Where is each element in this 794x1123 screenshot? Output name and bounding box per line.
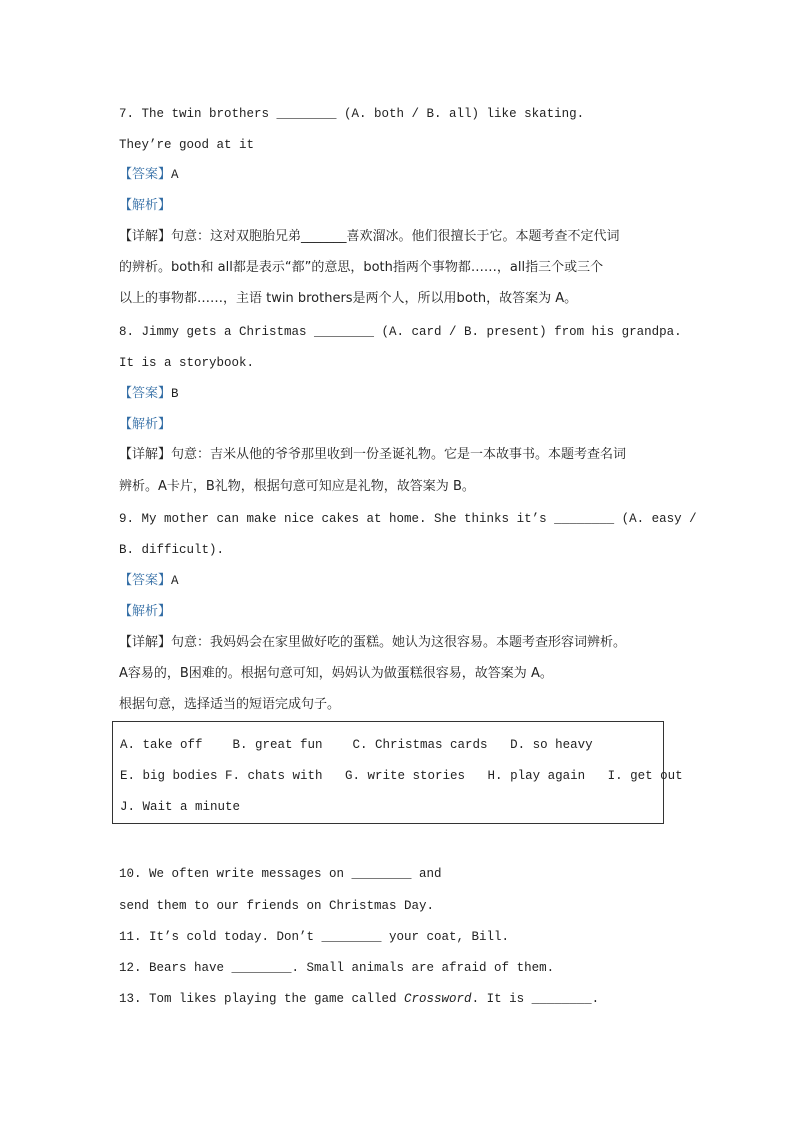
options-row-2: E. big bodies F. chats with G. write stories H. play again I. get out [120,769,683,783]
q10-question-cont: send them to our friends on Christmas Day. [119,899,435,913]
answer-value: A [171,168,179,182]
q7-detail-1 [119,229,620,245]
detail-text: 句意：吉米从他的爷爷那里收到一份圣诞礼物。它是一本故事书。本题考查名词 [171,447,627,462]
answer-tag: 【答案】 [119,167,172,182]
options-row-1: A. take off B. great fun C. Christmas cards D. so heavy [120,738,593,752]
analysis-tag: 【解析】 [119,417,172,432]
q12-question: 12. Bears have ________. Small animals are afraid of them. [119,961,555,975]
q11-question: 11. It’s cold today. Don’t ________ your coat, Bill. [119,930,510,944]
q13-suffix: . It is ________. [471,992,600,1006]
q7-detail-3: 以上的事物都……，主语 twin brothers是两个人，所以用both，故答案为 A。 [119,291,578,306]
q7-question-cont: They’re good at it [119,138,255,152]
q7-analysis [119,197,171,214]
answer-value: A [171,574,179,588]
answer-value: B [171,387,179,401]
q7-answer [119,166,179,183]
section-instruction: 根据句意，选择适当的短语完成句子。 [119,697,341,712]
q10-question: 10. We often write messages on ________ and [119,867,442,881]
detail-tag: 【详解】 [119,447,172,462]
analysis-tag: 【解析】 [119,604,172,619]
q9-analysis [119,603,171,620]
q8-detail-2: 辨析。A卡片，B礼物，根据句意可知应是礼物，故答案为 B。 [119,479,475,494]
q8-question: 8. Jimmy gets a Christmas ________ (A. card / B. present) from his grandpa. [119,325,682,339]
detail-text: 句意：我妈妈会在家里做好吃的蛋糕。她认为这很容易。本题考查形容词辨析。 [171,635,627,650]
q8-question-cont: It is a storybook. [119,356,255,370]
answer-tag: 【答案】 [119,386,172,401]
q9-answer [119,572,179,589]
q9-question-cont: B. difficult). [119,543,225,557]
analysis-tag: 【解析】 [119,198,172,213]
detail-text: 句意：这对双胞胎兄弟_______喜欢溜冰。他们很擅长于它。本题考查不定代词 [171,229,620,244]
detail-tag: 【详解】 [119,229,172,244]
q9-detail-2: A容易的，B困难的。根据句意可知，妈妈认为做蛋糕很容易，故答案为 A。 [119,666,553,681]
q9-question: 9. My mother can make nice cakes at home. She thinks it’s ________ (A. easy / [119,512,697,526]
detail-tag: 【详解】 [119,635,172,650]
options-box [112,721,683,824]
options-row-3: J. Wait a minute [120,800,241,814]
q9-detail-1 [119,635,626,651]
q8-detail-1 [119,447,626,463]
q7-detail-2: 的辨析。both和 all都是表示“都”的意思，both指两个事物都……，all指三个或三个 [119,260,604,275]
q13-game-title: Crossword [404,992,472,1006]
q7-question: 7. The twin brothers ________ (A. both / B. all) like skating. [119,107,585,121]
q8-analysis [119,416,171,433]
q8-answer [119,385,179,402]
q13-question [119,991,599,1007]
q13-prefix: 13. Tom likes playing the game called [119,992,405,1006]
answer-tag: 【答案】 [119,573,172,588]
